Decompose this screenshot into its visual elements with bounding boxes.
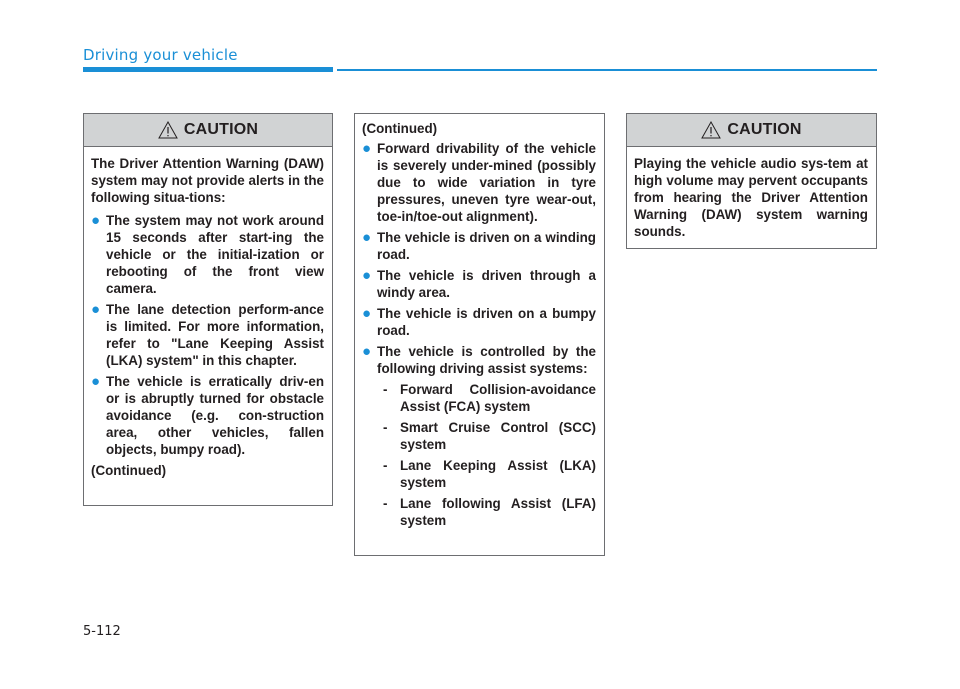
page-number: 5-112 (83, 624, 121, 639)
dash-marker: - (383, 496, 388, 511)
caution-box-middle (354, 113, 605, 556)
list-item (362, 267, 596, 301)
intro-text: The Driver Attention Warning (DAW) system may not provide alerts in the following situa-tions: (91, 156, 324, 205)
sub-list-item-text: Lane Keeping Assist (LKA) system (400, 458, 596, 490)
dash-marker: - (383, 458, 388, 473)
caution-box-left (83, 113, 333, 506)
list-item (362, 140, 596, 225)
list-item-text: The vehicle is driven on a bumpy road. (377, 306, 596, 338)
sub-list-item-text: Smart Cruise Control (SCC) system (400, 420, 596, 452)
list-item-text: The vehicle is driven through a windy area. (377, 268, 596, 300)
bullet-list (362, 140, 596, 529)
caution-label: CAUTION (183, 121, 259, 138)
header-rule-thick (83, 67, 333, 72)
header-rule-thin (337, 69, 877, 71)
continued-label: (Continued) (362, 121, 438, 136)
sub-list-item (377, 419, 596, 453)
bullet-icon: ● (91, 301, 101, 318)
list-item (91, 301, 324, 369)
caution-content (627, 147, 876, 240)
caution-label: CAUTION (727, 121, 802, 138)
bullet-icon: ● (362, 343, 372, 360)
dash-marker: - (383, 420, 388, 435)
sub-list-item (377, 495, 596, 529)
list-item (362, 229, 596, 263)
list-item-text: The vehicle is controlled by the following driving assist systems: (377, 344, 596, 376)
caution-box-right (626, 113, 877, 249)
list-item (91, 373, 324, 458)
sub-list-item-text: Lane following Assist (LFA) system (400, 496, 596, 528)
continued-label: (Continued) (91, 463, 167, 478)
caution-header (84, 114, 332, 147)
bullet-icon: ● (362, 229, 372, 246)
sub-list-item (377, 381, 596, 415)
list-item-text: The lane detection perform-ance is limited. For more information, refer to "Lane Keeping Assist (LKA) system" in this chapter. (106, 302, 324, 368)
list-item-text: The vehicle is driven on a winding road. (377, 230, 596, 262)
sub-list-item (377, 457, 596, 491)
section-title: Driving your vehicle (83, 46, 238, 64)
list-item-text: The vehicle is erratically driv-en or is abruptly turned for obstacle avoidance (e.g. con-struction area, other vehicles, fallen objects, bumpy road). (106, 374, 324, 457)
sub-list-item-text: Forward Collision-avoidance Assist (FCA) system (400, 382, 596, 414)
warning-triangle-icon (158, 121, 178, 139)
dash-marker: - (383, 382, 388, 397)
caution-content (84, 147, 332, 479)
list-item-text: Forward drivability of the vehicle is severely under-mined (possibly due to wide variation in tyre pressures, uneven tyre wear-out, toe-in/toe-out alignment). (377, 141, 596, 224)
list-item-text: The system may not work around 15 seconds after start-ing the vehicle or the initial-ization or rebooting of the front view camera. (106, 213, 324, 296)
list-item (362, 343, 596, 529)
caution-content (355, 114, 604, 529)
bullet-list (91, 212, 324, 458)
bullet-icon: ● (362, 305, 372, 322)
bullet-icon: ● (91, 373, 101, 390)
bullet-icon: ● (362, 140, 372, 157)
bullet-icon: ● (362, 267, 372, 284)
caution-text: Playing the vehicle audio sys-tem at high volume may pervent occupants from hearing the Driver Attention Warning (DAW) system warning sounds. (634, 156, 868, 239)
list-item (362, 305, 596, 339)
bullet-icon: ● (91, 212, 101, 229)
list-item (91, 212, 324, 297)
caution-header (627, 114, 876, 147)
sub-list (377, 381, 596, 529)
warning-triangle-icon (701, 121, 721, 139)
